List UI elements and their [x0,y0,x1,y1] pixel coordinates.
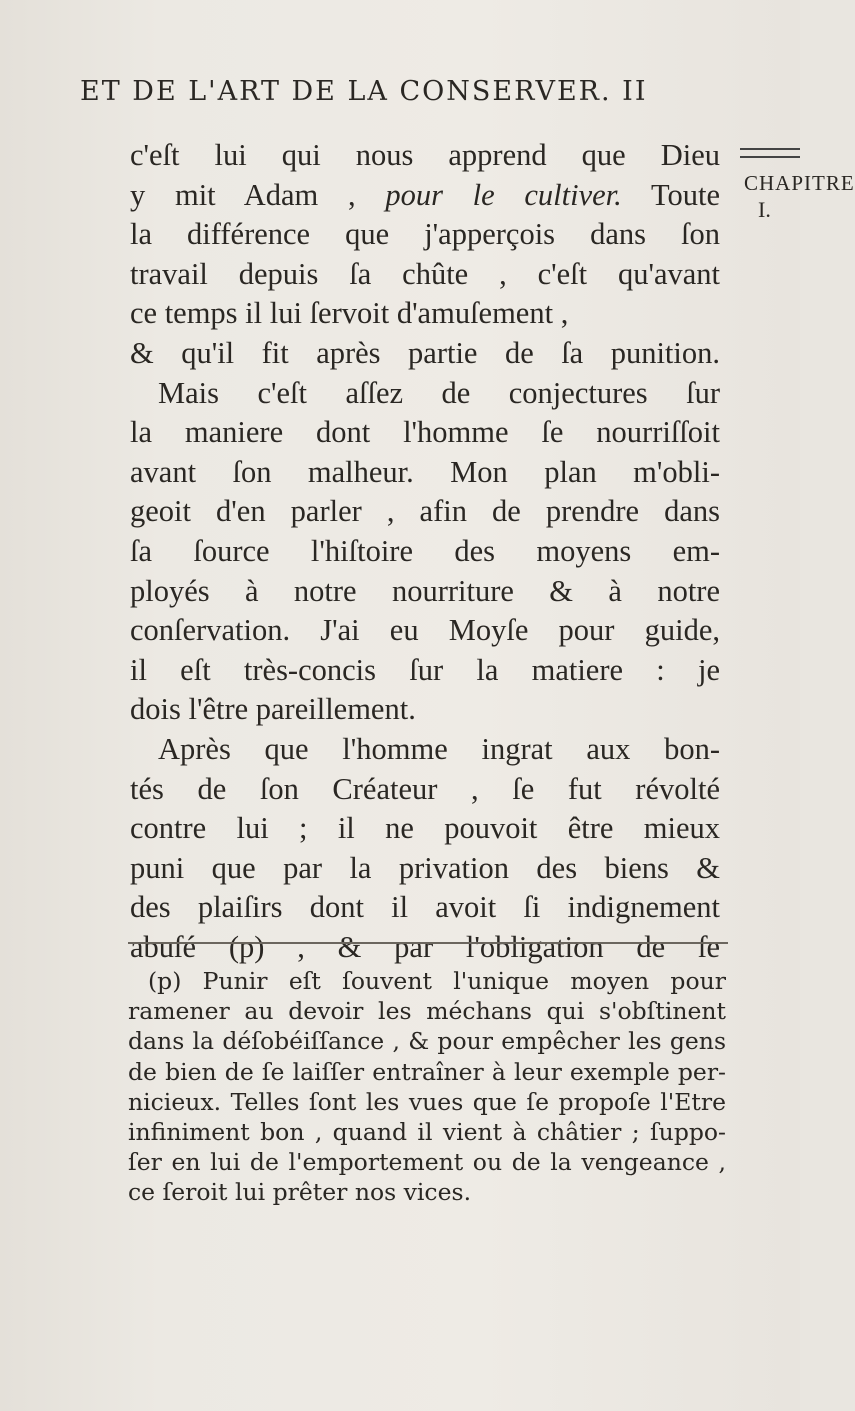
text-line: ce temps il lui ſervoit d'amuſement , [130,296,569,331]
text-line: ployés à notre nourriture & à notre [130,573,720,608]
footnote-line: de bien de ſe laiſſer entraîner à leur exemple per- [128,1057,726,1086]
text-line: abuſé (p) , & par l'obligation de ſe [130,929,720,964]
text-line: Mais c'eſt aſſez de conjectures ſur [158,375,720,410]
footnote-rule [128,942,728,944]
chapter-label: CHAPITRE [744,171,855,195]
footnote-line: dans la déſobéiſſance , & pour empêcher les gens [128,1027,726,1056]
footnote-line: ſer en lui de l'emportement ou de la vengeance , [128,1148,726,1177]
text-line: c'eſt lui qui nous apprend que Dieu [130,138,720,172]
chapter-number: I. [758,197,771,222]
text-line: tés de ſon Créateur , ſe fut révolté [130,771,720,806]
footnote-line: (p) Punir eſt ſouvent l'unique moyen pour [148,967,726,995]
footnote [128,966,726,1208]
text-line: la différence que j'apperçois dans ſon [130,217,720,252]
text-line: il eſt très-concis ſur la matiere : je [130,652,720,687]
text-line: avant ſon malheur. Mon plan m'obli- [130,454,720,489]
text-line: & qu'il fit après partie de ſa punition. [130,335,720,370]
italic-phrase: pour le cultiver. [385,177,622,212]
text-line: la maniere dont l'homme ſe nourriſſoit [130,415,720,450]
text-line: conſervation. J'ai eu Moyſe pour guide, [130,613,720,648]
text-line: dois l'être pareillement. [130,692,416,727]
running-head: ET DE L'ART DE LA CONSERVER. II [80,76,648,107]
text-line: y mit Adam , pour le cultiver. Toute [130,177,720,212]
footnote-line: ramener au devoir les méchans qui s'obſtinent [128,997,726,1026]
footnote-line: nicieux. Telles ſont les vues que ſe propoſe l'Etre [128,1087,726,1116]
footnote-line: infiniment bon , quand il vient à châtier ; ſuppo- [128,1118,726,1147]
text-line: travail depuis ſa chûte , c'eſt qu'avant [130,256,720,291]
main-text [130,136,720,967]
text-line: geoit d'en parler , afin de prendre dans [130,494,720,529]
text-line: ſa ſource l'hiſtoire des moyens em- [130,533,720,568]
text-line: Après que l'homme ingrat aux bon- [158,731,720,766]
text-line: des plaiſirs dont il avoit ſi indignement [130,890,720,925]
text-line: contre lui ; il ne pouvoit être mieux [130,811,720,846]
footnote-line: ce ſeroit lui prêter nos vices. [128,1178,472,1207]
text-line: puni que par la privation des biens & [130,850,720,885]
margin-rule [740,148,800,158]
